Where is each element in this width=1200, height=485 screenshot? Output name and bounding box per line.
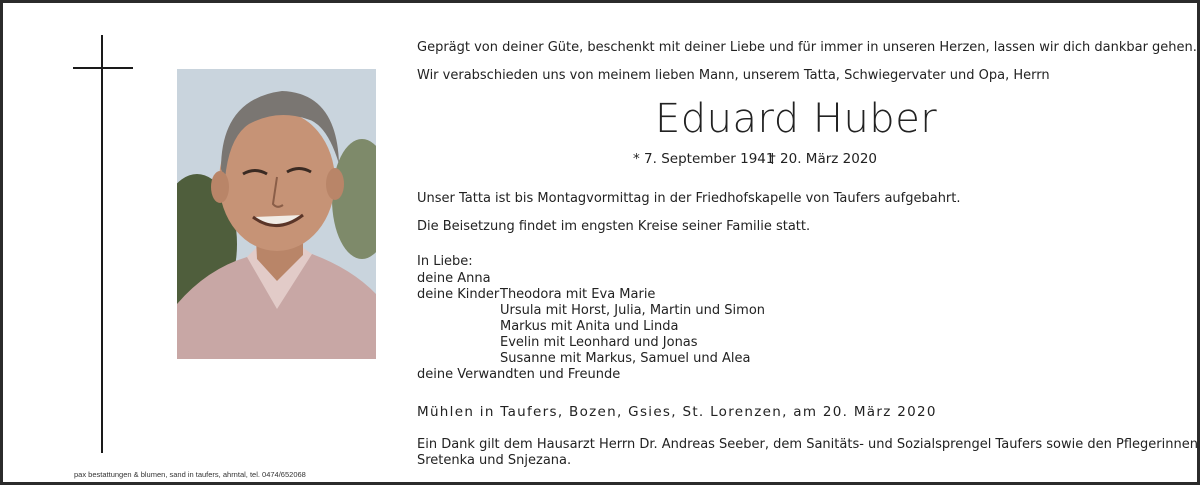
cross-vertical-bar: [101, 35, 103, 453]
deceased-name: Eduard Huber: [655, 96, 938, 142]
birth-date: * 7. September 1941: [633, 151, 775, 167]
list-item: Ursula mit Horst, Julia, Martin und Simon: [500, 303, 766, 318]
list-item: Markus mit Anita und Linda: [500, 319, 679, 334]
thanks-line-2: Sretenka und Snjezana.: [417, 453, 572, 468]
burial-notice: Die Beisetzung findet im engsten Kreise seiner Familie statt.: [417, 219, 811, 234]
place-date-line: Mühlen in Taufers, Bozen, Gsies, St. Lorenzen, am 20. März 2020: [417, 404, 937, 420]
relatives-line: deine Verwandten und Freunde: [417, 367, 621, 382]
funeral-home-credit: pax bestattungen & blumen, sand in taufers, ahrntal, tel. 0474/652068: [74, 470, 306, 479]
mourner-wife: deine Anna: [417, 271, 491, 286]
death-date: † 20. März 2020: [769, 151, 878, 167]
children-label: deine Kinder: [417, 287, 500, 302]
farewell-line: Wir verabschieden uns von meinem lieben Mann, unserem Tatta, Schwiegervater und Opa, Herrn: [417, 68, 1050, 83]
children-list: [500, 287, 765, 367]
thanks-line-1: Ein Dank gilt dem Hausarzt Herrn Dr. Andreas Seeber, dem Sanitäts- und Sozialsprengel Taufers sowie den Pflegerinnen: [417, 437, 1198, 452]
list-item: Theodora mit Eva Marie: [500, 287, 656, 302]
laid-out-notice: Unser Tatta ist bis Montagvormittag in der Friedhofskapelle von Taufers aufgebahrt.: [417, 191, 961, 206]
mourners-heading: In Liebe:: [417, 254, 473, 269]
cross-horizontal-bar: [73, 67, 133, 69]
list-item: Susanne mit Markus, Samuel und Alea: [500, 351, 751, 366]
portrait-photo: [177, 69, 376, 359]
intro-line: Geprägt von deiner Güte, beschenkt mit deiner Liebe und für immer in unseren Herzen, lassen wir dich dankbar gehen.: [417, 40, 1197, 55]
list-item: Evelin mit Leonhard und Jonas: [500, 335, 698, 350]
